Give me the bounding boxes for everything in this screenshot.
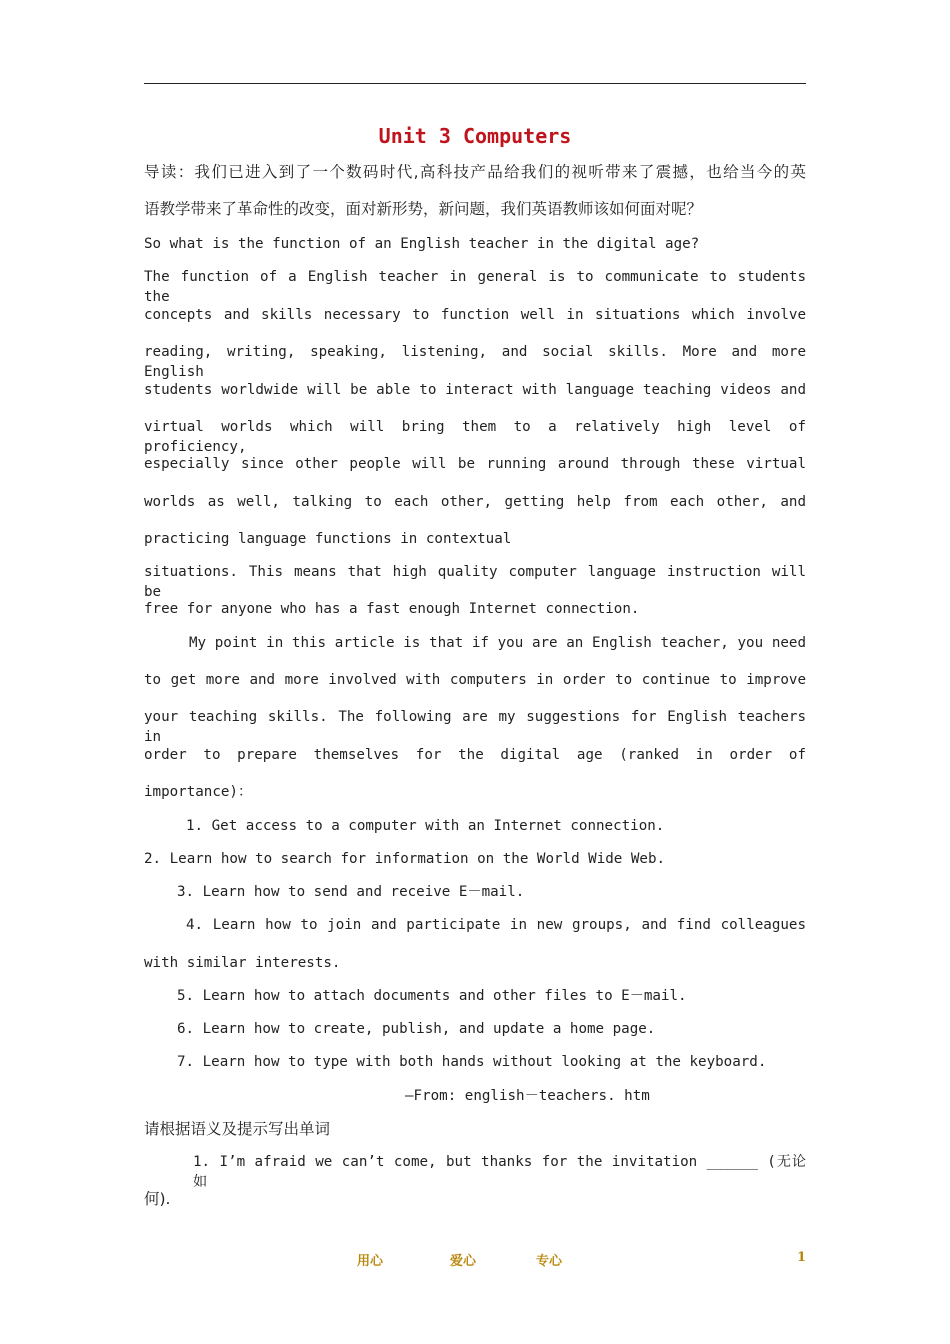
paragraph2-line: My point in this article is that if you are an English teacher, you need bbox=[189, 635, 806, 651]
paragraph1-line: reading, writing, speaking, listening, and social skills. More and more English bbox=[144, 344, 806, 380]
exercise-item-continued: 何). bbox=[144, 1190, 171, 1208]
paragraph1-line: students worldwide will be able to interact with language teaching videos and bbox=[144, 382, 806, 398]
paragraph1-line: practicing language functions in contextual bbox=[144, 531, 512, 547]
suggestion-item: 3. Learn how to send and receive E－mail. bbox=[177, 884, 525, 900]
suggestion-item: 1. Get access to a computer with an Internet connection. bbox=[186, 818, 665, 834]
suggestion-item: 4. Learn how to join and participate in new groups, and find colleagues bbox=[186, 917, 806, 933]
intro-line-1: 导读：我们已进入到了一个数码时代,高科技产品给我们的视听带来了震撼，也给当今的英 bbox=[144, 163, 806, 181]
suggestion-item: 5. Learn how to attach documents and other files to E－mail. bbox=[177, 988, 687, 1004]
suggestion-item: 6. Learn how to create, publish, and update a home page. bbox=[177, 1021, 656, 1037]
paragraph1-line: situations. This means that high quality computer language instruction will be bbox=[144, 564, 806, 600]
paragraph2-line: order to prepare themselves for the digital age (ranked in order of bbox=[144, 747, 806, 763]
paragraph1-line: The function of a English teacher in general is to communicate to students the bbox=[144, 269, 806, 305]
footer-left: 用心 bbox=[357, 1254, 384, 1269]
footer-right: 专心 bbox=[536, 1254, 563, 1269]
suggestion-item-continued: with similar interests. bbox=[144, 955, 341, 971]
question-line: So what is the function of an English teacher in the digital age? bbox=[144, 236, 700, 252]
paragraph2-line: your teaching skills. The following are my suggestions for English teachers in bbox=[144, 709, 806, 745]
paragraph1-line: concepts and skills necessary to function well in situations which involve bbox=[144, 307, 806, 323]
paragraph1-line: especially since other people will be running around through these virtual bbox=[144, 456, 806, 472]
paragraph2-line: importance)： bbox=[144, 784, 253, 800]
header-rule bbox=[144, 83, 806, 84]
paragraph1-line: virtual worlds which will bring them to a relatively high level of proficiency, bbox=[144, 419, 806, 455]
paragraph1-line: worlds as well, talking to each other, getting help from each other, and bbox=[144, 494, 806, 510]
footer-middle: 爱心 bbox=[450, 1254, 477, 1269]
suggestion-item: 7. Learn how to type with both hands without looking at the keyboard. bbox=[177, 1054, 767, 1070]
intro-line-2: 语教学带来了革命性的改变，面对新形势，新问题，我们英语教师该如何面对呢？ bbox=[144, 200, 703, 218]
paragraph2-line: to get more and more involved with computers in order to continue to improve bbox=[144, 672, 806, 688]
source-citation: —From: english－teachers. htm bbox=[405, 1088, 650, 1104]
page-number: 1 bbox=[797, 1250, 807, 1265]
exercise-item: 1. I’m afraid we can’t come, but thanks for the invitation ______ (无论如 bbox=[193, 1154, 806, 1190]
paragraph1-line: free for anyone who has a fast enough Internet connection. bbox=[144, 601, 640, 617]
suggestion-item: 2. Learn how to search for information on the World Wide Web. bbox=[144, 851, 666, 867]
page-title: Unit 3 Computers bbox=[378, 124, 572, 148]
exercise-heading: 请根据语义及提示写出单词 bbox=[144, 1120, 331, 1138]
